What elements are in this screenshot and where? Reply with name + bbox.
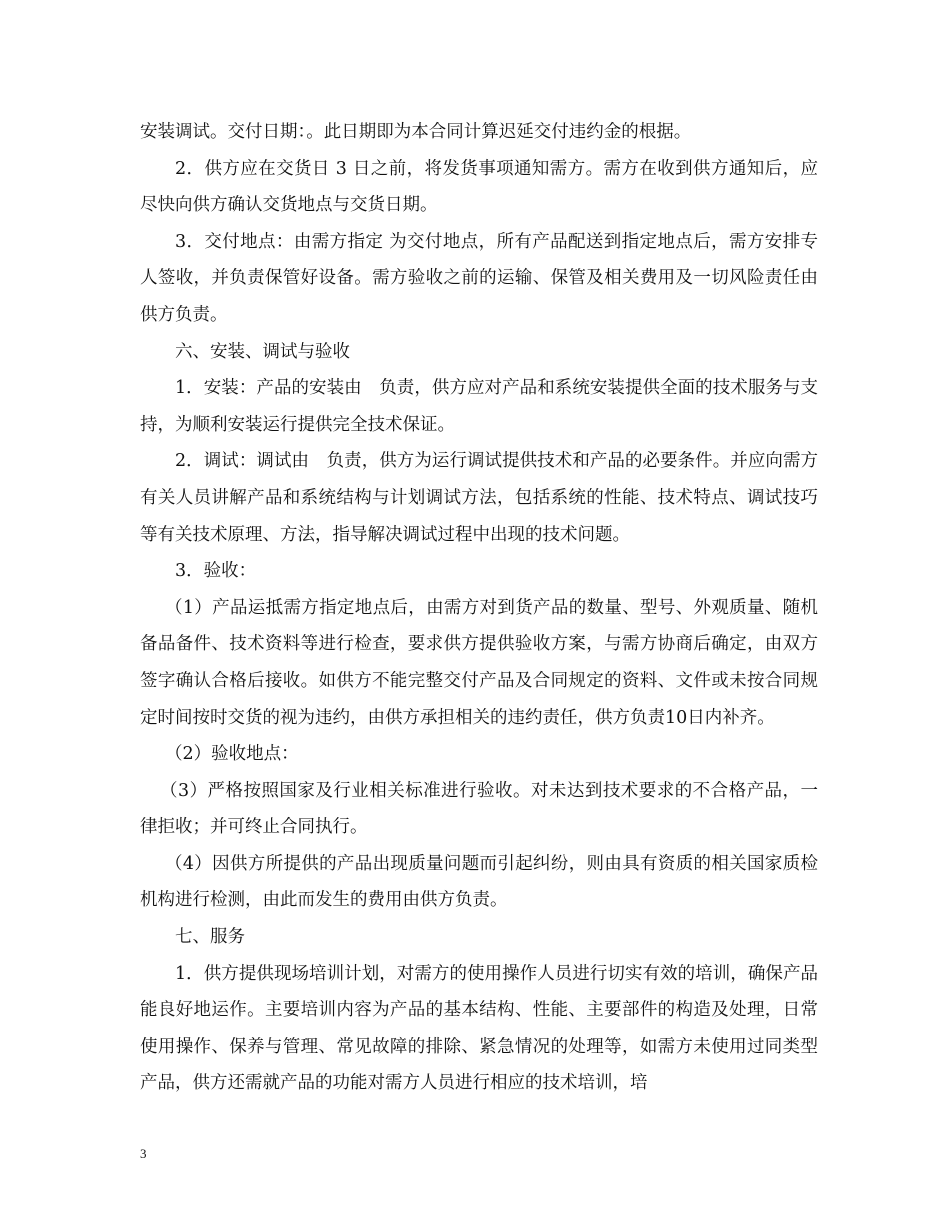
- paragraph-debugging: 2．调试：调试由 负责，供方为运行调试提供技术和产品的必要条件。并应向需方有关人员讲解产品和系统结构与计划调试方法，包括系统的性能、技术特点、调试技巧等有关技术原理、方法，指导解决调试过程中出现的技术问题。: [140, 451, 818, 545]
- section-heading-installation: 六、安装、调试与验收: [175, 341, 350, 362]
- paragraph-acceptance-1: （1）产品运抵需方指定地点后，由需方对到货产品的数量、型号、外观质量、随机备品备件、技术资料等进行检查，要求供方提供验收方案，与需方协商后确定，由双方签字确认合格后接收。如供方不能完整交付产品及合同规定的资料、文件或未按合同规定时间按时交货的视为违约，由供方承担相关的违约责任，供方负责10日内补齐。: [140, 597, 818, 728]
- section-heading-service: 七、服务: [175, 927, 245, 948]
- paragraph-training: 1．供方提供现场培训计划，对需方的使用操作人员进行切实有效的培训，确保产品能良好地运作。主要培训内容为产品的基本结构、性能、主要部件的构造及处理，日常使用操作、保养与管理、常见故障的排除、紧急情况的处理等，如需方未使用过同类型产品，供方还需就产品的功能对需方人员进行相应的技术培训，培: [140, 963, 818, 1094]
- paragraph-shipping-notice: 2．供方应在交货日 3 日之前，将发货事项通知需方。需方在收到供方通知后，应尽快向供方确认交货地点与交货日期。: [140, 158, 818, 216]
- paragraph-acceptance-heading: 3．验收：: [175, 561, 257, 582]
- paragraph-acceptance-3: （3）严格按照国家及行业相关标准进行验收。对未达到技术要求的不合格产品，一律拒收；并可终止合同执行。: [140, 780, 818, 838]
- paragraph-acceptance-2: （2）验收地点：: [165, 744, 299, 765]
- paragraph-delivery-location: 3．交付地点：由需方指定 为交付地点，所有产品配送到指定地点后，需方安排专人签收，并负责保管好设备。需方验收之前的运输、保管及相关费用及一切风险责任由供方负责。: [140, 231, 818, 325]
- document-body: [140, 114, 818, 1102]
- paragraph-acceptance-4: （4）因供方所提供的产品出现质量问题而引起纠纷，则由具有资质的相关国家质检机构进行检测，由此而发生的费用由供方负责。: [140, 853, 818, 911]
- paragraph-delivery-date: 安装调试。交付日期：。此日期即为本合同计算迟延交付违约金的根据。: [140, 122, 692, 142]
- paragraph-installation: 1．安装：产品的安装由 负责，供方应对产品和系统安装提供全面的技术服务与支持，为顺利安装运行提供完全技术保证。: [140, 378, 818, 435]
- page-number: 3: [140, 1146, 147, 1161]
